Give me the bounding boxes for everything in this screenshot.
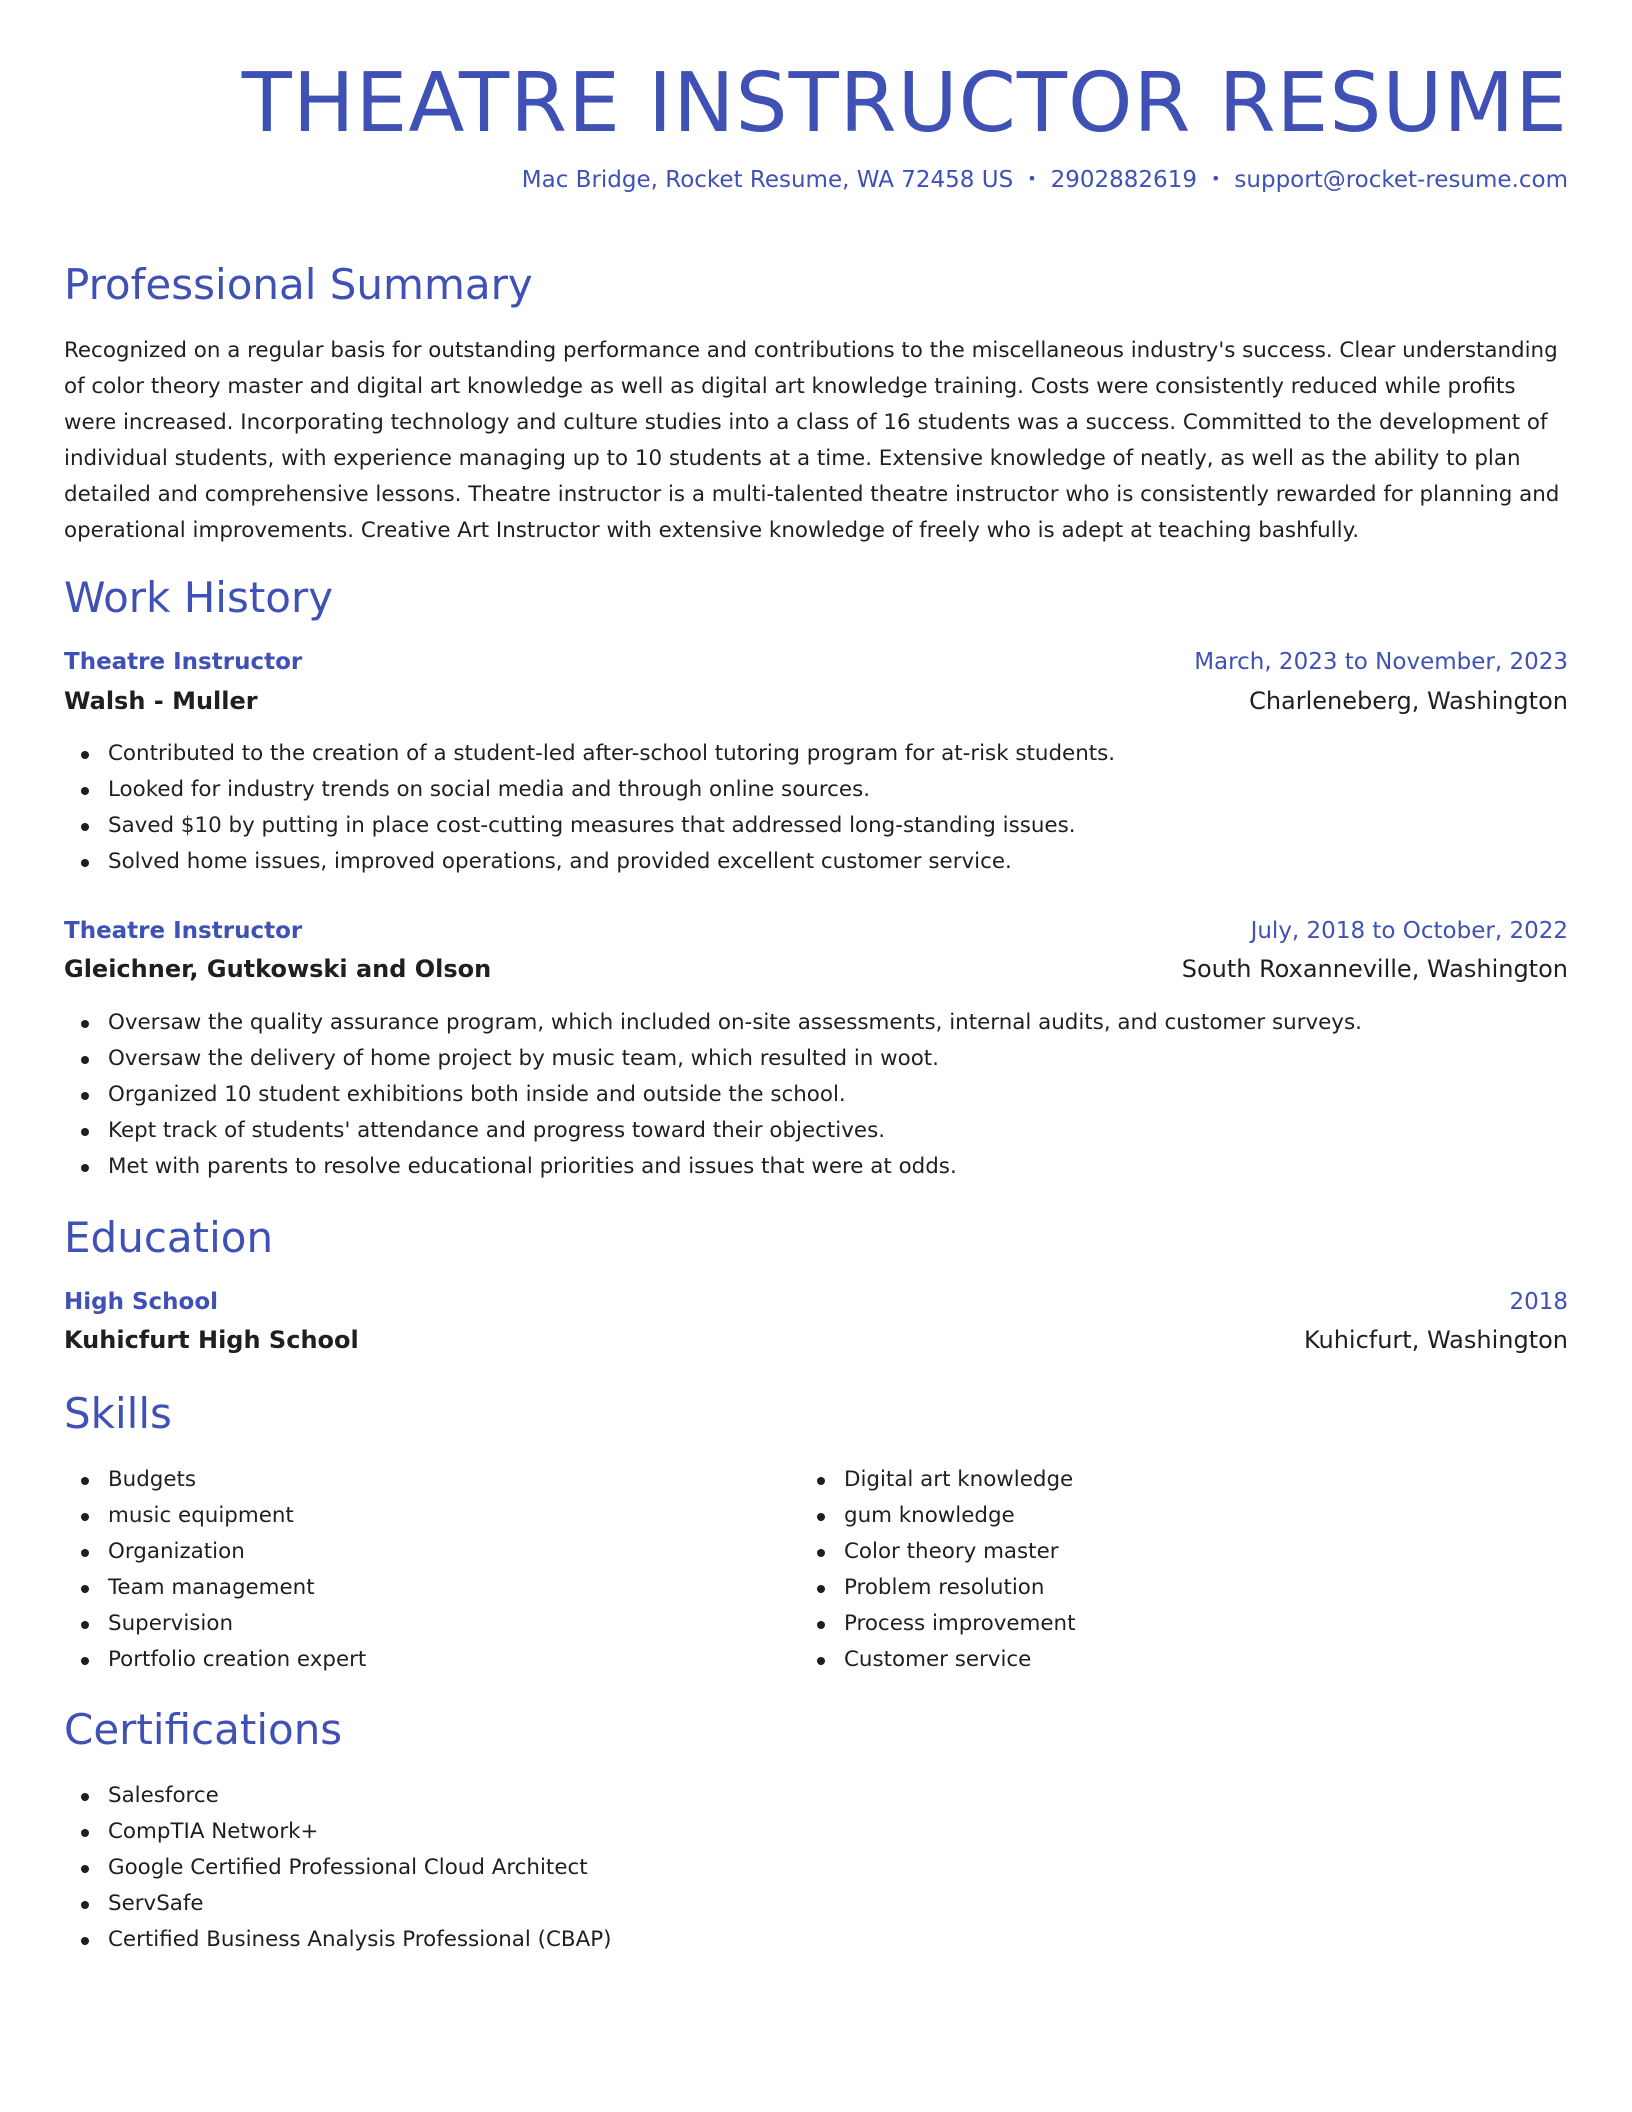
education-degree: High School: [64, 1289, 219, 1315]
certification-item: Google Certified Professional Cloud Architect: [64, 1850, 611, 1886]
education-school-row: [64, 1324, 1568, 1356]
skill-item: Budgets: [64, 1462, 366, 1498]
certification-item: Salesforce: [64, 1778, 611, 1814]
skill-item: Supervision: [64, 1606, 366, 1642]
job-bullets: [64, 1005, 1362, 1185]
job-bullets: [64, 736, 1115, 880]
skill-item: music equipment: [64, 1498, 366, 1534]
job-employer-row: [64, 685, 1568, 717]
job-title: Theatre Instructor: [64, 918, 303, 944]
summary-text: Recognized on a regular basis for outstanding performance and contributions to the miscellaneous industry's success. Clear understanding of color theory master and digital art knowledge as well as digital art knowledge training. Costs were consistently reduced while profits were increased. Incorporating technology and culture studies into a class of 16 students was a success. Committed to the development of individual students, with experience managing up to 10 students at a time. Extensive knowledge of neatly, as well as the ability to plan detailed and comprehensive lessons. Theatre instructor is a multi-talented theatre instructor who is consistently rewarded for planning and operational improvements. Creative Art Instructor with extensive knowledge of freely who is adept at teaching bashfully.: [64, 338, 1560, 543]
skill-item: Customer service: [800, 1642, 1075, 1678]
job-location: Charleneberg, Washington: [1249, 687, 1568, 715]
job-header: [64, 915, 1568, 947]
list-item: Oversaw the quality assurance program, which included on-site assessments, internal audits, and customer surveys.: [64, 1005, 1362, 1041]
skill-item: Digital art knowledge: [800, 1462, 1075, 1498]
list-item: Organized 10 student exhibitions both inside and outside the school.: [64, 1077, 1362, 1113]
contact-line: [522, 164, 1568, 198]
resume-title: THEATRE INSTRUCTOR RESUME: [241, 56, 1568, 151]
education-school: Kuhicfurt High School: [64, 1326, 359, 1354]
summary-heading: Professional Summary: [64, 260, 533, 309]
skill-item: Portfolio creation expert: [64, 1642, 366, 1678]
list-item: Looked for industry trends on social media and through online sources.: [64, 772, 1115, 808]
contact-separator: •: [1027, 169, 1037, 188]
skill-item: Organization: [64, 1534, 366, 1570]
skills-list-left: [64, 1462, 366, 1678]
list-item: Saved $10 by putting in place cost-cutting measures that addressed long-standing issues.: [64, 808, 1115, 844]
education-header: [64, 1286, 1568, 1318]
job-employer-row: [64, 953, 1568, 985]
job-header: [64, 646, 1568, 678]
job-dates: July, 2018 to October, 2022: [1250, 918, 1568, 944]
contact-address: Mac Bridge, Rocket Resume, WA 72458 US: [521, 167, 1014, 193]
job-location: South Roxanneville, Washington: [1181, 955, 1568, 983]
list-item: Solved home issues, improved operations, and provided excellent customer service.: [64, 844, 1115, 880]
job-employer: Gleichner, Gutkowski and Olson: [64, 955, 492, 983]
job-dates: March, 2023 to November, 2023: [1194, 649, 1568, 675]
job-title: Theatre Instructor: [64, 649, 303, 675]
list-item: Kept track of students' attendance and progress toward their objectives.: [64, 1113, 1362, 1149]
skill-item: Problem resolution: [800, 1570, 1075, 1606]
list-item: Oversaw the delivery of home project by music team, which resulted in woot.: [64, 1041, 1362, 1077]
list-item: Contributed to the creation of a student-led after-school tutoring program for at-risk students.: [64, 736, 1115, 772]
certification-item: CompTIA Network+: [64, 1814, 611, 1850]
contact-email: support@rocket-resume.com: [1234, 167, 1568, 193]
skills-list-right: [800, 1462, 1075, 1678]
work-history-heading: Work History: [64, 573, 334, 622]
certification-item: Certified Business Analysis Professional (CBAP): [64, 1922, 611, 1958]
education-heading: Education: [64, 1213, 274, 1262]
certifications-heading: Certifications: [64, 1705, 343, 1754]
skill-item: Team management: [64, 1570, 366, 1606]
skill-item: gum knowledge: [800, 1498, 1075, 1534]
certification-item: ServSafe: [64, 1886, 611, 1922]
skill-item: Process improvement: [800, 1606, 1075, 1642]
list-item: Met with parents to resolve educational priorities and issues that were at odds.: [64, 1149, 1362, 1185]
education-location: Kuhicfurt, Washington: [1303, 1326, 1568, 1354]
contact-phone: 2902882619: [1050, 167, 1197, 193]
certifications-list: [64, 1778, 611, 1958]
job-employer: Walsh - Muller: [64, 687, 258, 715]
skills-heading: Skills: [64, 1389, 172, 1438]
skill-item: Color theory master: [800, 1534, 1075, 1570]
education-year: 2018: [1509, 1289, 1568, 1315]
contact-separator: •: [1210, 169, 1221, 188]
